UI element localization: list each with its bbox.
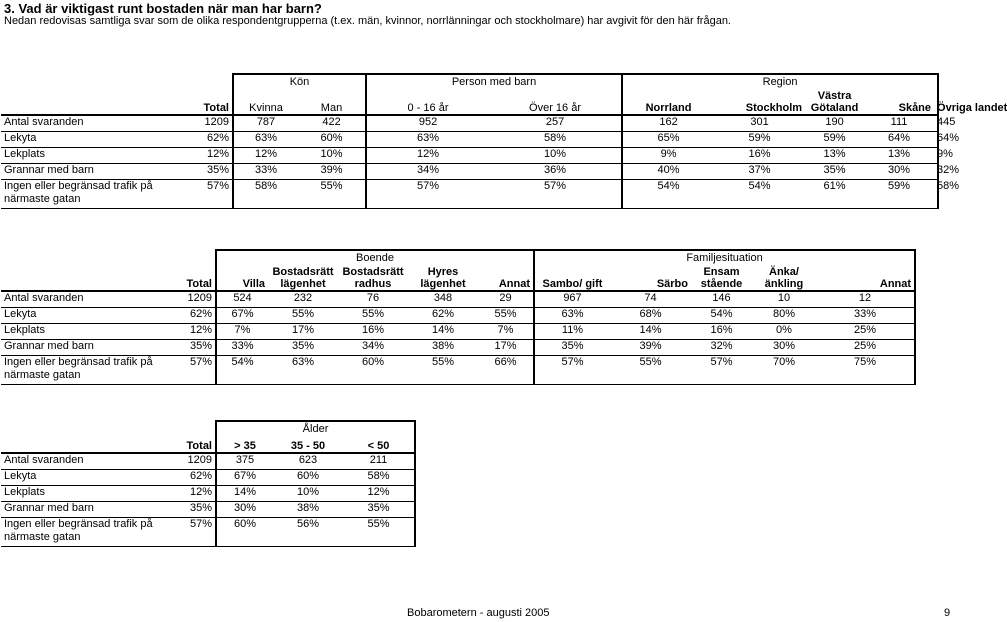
cell: 25%	[816, 340, 915, 356]
cell: 63%	[534, 308, 610, 324]
col-header: Sambo/ gift	[534, 266, 610, 291]
cell: 35%	[171, 164, 233, 180]
cell: 57%	[691, 356, 752, 385]
cell: 1209	[171, 453, 216, 470]
cell: 30%	[864, 164, 934, 180]
table2-blank	[171, 250, 216, 266]
cell: 16%	[338, 324, 408, 340]
cell: 60%	[216, 518, 273, 547]
cell: 35%	[805, 164, 864, 180]
cell: 13%	[864, 148, 934, 164]
table3-blank	[171, 421, 216, 437]
cell: 32%	[934, 164, 938, 180]
cell: 33%	[816, 308, 915, 324]
cell: 16%	[691, 324, 752, 340]
cell: 10%	[489, 148, 622, 164]
cell: 60%	[273, 470, 343, 486]
cell: 10%	[273, 486, 343, 502]
row-label: Ingen eller begränsad trafik på närmaste gatan	[1, 356, 171, 385]
cell: 57%	[489, 180, 622, 209]
row-label: Antal svaranden	[1, 291, 171, 308]
cell: 67%	[216, 308, 268, 324]
cell: 60%	[338, 356, 408, 385]
cell: 14%	[610, 324, 691, 340]
col-header: Änka/ änkling	[752, 266, 816, 291]
cell: 58%	[233, 180, 298, 209]
cell: 37%	[714, 164, 805, 180]
cell: 33%	[216, 340, 268, 356]
col-header: Över 16 år	[489, 90, 622, 115]
cell: 12%	[171, 486, 216, 502]
col-header: Total	[171, 437, 216, 453]
col-header: < 50	[343, 437, 415, 453]
table-row	[1, 470, 415, 486]
cell: 7%	[478, 324, 534, 340]
table-row	[1, 164, 938, 180]
page-heading: 3. Vad är viktigast runt bostaden när man har barn?	[4, 1, 322, 16]
table-row	[1, 356, 915, 385]
group-header-person-med-barn: Person med barn	[366, 74, 622, 90]
row-label: Antal svaranden	[1, 453, 171, 470]
cell: 146	[691, 291, 752, 308]
page-subheading: Nedan redovisas samtliga svar som de olika respondentgrupperna (t.ex. män, kvinnor, norrlänningar och stockholmare) har avgivit för den här frågan.	[4, 15, 731, 27]
cell: 62%	[171, 470, 216, 486]
cell: 55%	[343, 518, 415, 547]
cell: 62%	[171, 132, 233, 148]
cell: 0%	[752, 324, 816, 340]
cell: 162	[622, 115, 714, 132]
cell: 35%	[171, 502, 216, 518]
table-row	[1, 502, 415, 518]
cell: 67%	[216, 470, 273, 486]
row-label: Lekplats	[1, 148, 171, 164]
cell: 59%	[805, 132, 864, 148]
table-row	[1, 308, 915, 324]
cell: 33%	[233, 164, 298, 180]
cell: 39%	[610, 340, 691, 356]
cell: 257	[489, 115, 622, 132]
cell: 61%	[805, 180, 864, 209]
col-header: Bostadsrätt radhus	[338, 266, 408, 291]
cell: 54%	[216, 356, 268, 385]
cell: 63%	[268, 356, 338, 385]
cell: 190	[805, 115, 864, 132]
cell: 63%	[233, 132, 298, 148]
row-label: Grannar med barn	[1, 340, 171, 356]
cell: 54%	[622, 180, 714, 209]
table-row	[1, 324, 915, 340]
row-label: Grannar med barn	[1, 502, 171, 518]
cell: 524	[216, 291, 268, 308]
group-header-familjesituation: Familjesituation	[534, 250, 915, 266]
table3-header-empty	[1, 437, 171, 453]
col-header: Skåne	[864, 90, 934, 115]
cell: 55%	[268, 308, 338, 324]
table1-blank	[171, 74, 233, 90]
col-header: Annat	[478, 266, 534, 291]
table1-blank	[1, 74, 171, 90]
cell: 58%	[343, 470, 415, 486]
row-label: Lekyta	[1, 308, 171, 324]
cell: 7%	[216, 324, 268, 340]
cell: 66%	[478, 356, 534, 385]
row-label: Grannar med barn	[1, 164, 171, 180]
cell: 17%	[268, 324, 338, 340]
cell: 38%	[408, 340, 478, 356]
cell: 29	[478, 291, 534, 308]
cell: 375	[216, 453, 273, 470]
footer-text: Bobarometern - augusti 2005	[407, 607, 550, 619]
cell: 39%	[298, 164, 366, 180]
cell: 787	[233, 115, 298, 132]
cell: 34%	[338, 340, 408, 356]
cell: 301	[714, 115, 805, 132]
col-header: Total	[171, 90, 233, 115]
col-header: Norrland	[622, 90, 714, 115]
col-header: Stockholm	[714, 90, 805, 115]
table-row	[1, 291, 915, 308]
cell: 35%	[171, 340, 216, 356]
cell: 59%	[714, 132, 805, 148]
cell: 12%	[233, 148, 298, 164]
cell: 967	[534, 291, 610, 308]
table-row	[1, 518, 415, 547]
cell: 64%	[934, 132, 938, 148]
cell: 75%	[816, 356, 915, 385]
cell: 111	[864, 115, 934, 132]
table-alder	[1, 420, 416, 547]
cell: 9%	[622, 148, 714, 164]
cell: 14%	[216, 486, 273, 502]
cell: 57%	[171, 518, 216, 547]
cell: 14%	[408, 324, 478, 340]
cell: 422	[298, 115, 366, 132]
cell: 211	[343, 453, 415, 470]
table-row	[1, 180, 938, 209]
col-header: Särbo	[610, 266, 691, 291]
cell: 59%	[864, 180, 934, 209]
cell: 32%	[691, 340, 752, 356]
cell: 13%	[805, 148, 864, 164]
row-label: Lekyta	[1, 132, 171, 148]
cell: 64%	[864, 132, 934, 148]
cell: 1209	[171, 115, 233, 132]
cell: 55%	[338, 308, 408, 324]
cell: 12%	[171, 148, 233, 164]
cell: 30%	[216, 502, 273, 518]
cell: 30%	[752, 340, 816, 356]
cell: 17%	[478, 340, 534, 356]
cell: 68%	[610, 308, 691, 324]
table-row	[1, 486, 415, 502]
cell: 80%	[752, 308, 816, 324]
col-header: Annat	[816, 266, 915, 291]
table-row	[1, 115, 938, 132]
group-header-alder: Ålder	[216, 421, 415, 437]
cell: 12%	[171, 324, 216, 340]
cell: 623	[273, 453, 343, 470]
row-label: Lekyta	[1, 470, 171, 486]
cell: 12%	[366, 148, 489, 164]
table2-header-empty	[1, 266, 171, 291]
table-row	[1, 340, 915, 356]
col-header: Villa	[216, 266, 268, 291]
cell: 57%	[171, 180, 233, 209]
col-header: Kvinna	[233, 90, 298, 115]
table-row	[1, 148, 938, 164]
col-header: Hyres lägenhet	[408, 266, 478, 291]
cell: 952	[366, 115, 489, 132]
col-header: Total	[171, 266, 216, 291]
cell: 10%	[298, 148, 366, 164]
cell: 12%	[343, 486, 415, 502]
table-boende-familjesituation	[1, 249, 916, 385]
cell: 54%	[714, 180, 805, 209]
cell: 62%	[408, 308, 478, 324]
cell: 9%	[934, 148, 938, 164]
cell: 232	[268, 291, 338, 308]
cell: 74	[610, 291, 691, 308]
cell: 36%	[489, 164, 622, 180]
cell: 34%	[366, 164, 489, 180]
cell: 58%	[489, 132, 622, 148]
page-number: 9	[944, 607, 951, 619]
table1-header-empty	[1, 90, 171, 115]
cell: 35%	[534, 340, 610, 356]
cell: 62%	[171, 308, 216, 324]
cell: 63%	[366, 132, 489, 148]
cell: 65%	[622, 132, 714, 148]
cell: 445	[934, 115, 938, 132]
cell: 60%	[298, 132, 366, 148]
group-header-kon: Kön	[233, 74, 366, 90]
cell: 54%	[691, 308, 752, 324]
cell: 12	[816, 291, 915, 308]
cell: 55%	[298, 180, 366, 209]
cell: 10	[752, 291, 816, 308]
cell: 57%	[171, 356, 216, 385]
table3-blank	[1, 421, 171, 437]
cell: 40%	[622, 164, 714, 180]
col-header: Övriga landet	[934, 90, 938, 115]
cell: 57%	[366, 180, 489, 209]
cell: 55%	[610, 356, 691, 385]
col-header: 0 - 16 år	[366, 90, 489, 115]
col-header: > 35	[216, 437, 273, 453]
table-row	[1, 132, 938, 148]
cell: 38%	[273, 502, 343, 518]
col-header: Ensam stående	[691, 266, 752, 291]
cell: 35%	[343, 502, 415, 518]
row-label: Ingen eller begränsad trafik på närmaste gatan	[1, 180, 171, 209]
row-label: Ingen eller begränsad trafik på närmaste gatan	[1, 518, 171, 547]
table-kon-barn-region	[1, 73, 1007, 209]
cell: 58%	[934, 180, 938, 209]
cell: 35%	[268, 340, 338, 356]
cell: 55%	[478, 308, 534, 324]
row-label: Lekplats	[1, 486, 171, 502]
cell: 16%	[714, 148, 805, 164]
col-header: Man	[298, 90, 366, 115]
group-header-region: Region	[622, 74, 938, 90]
cell: 348	[408, 291, 478, 308]
col-header: 35 - 50	[273, 437, 343, 453]
row-label: Antal svaranden	[1, 115, 171, 132]
table2-blank	[1, 250, 171, 266]
cell: 55%	[408, 356, 478, 385]
cell: 56%	[273, 518, 343, 547]
col-header: Västra Götaland	[805, 90, 864, 115]
cell: 11%	[534, 324, 610, 340]
cell: 25%	[816, 324, 915, 340]
cell: 76	[338, 291, 408, 308]
cell: 1209	[171, 291, 216, 308]
table-row	[1, 453, 415, 470]
cell: 57%	[534, 356, 610, 385]
col-header: Bostadsrätt lägenhet	[268, 266, 338, 291]
group-header-boende: Boende	[216, 250, 534, 266]
cell: 70%	[752, 356, 816, 385]
row-label: Lekplats	[1, 324, 171, 340]
